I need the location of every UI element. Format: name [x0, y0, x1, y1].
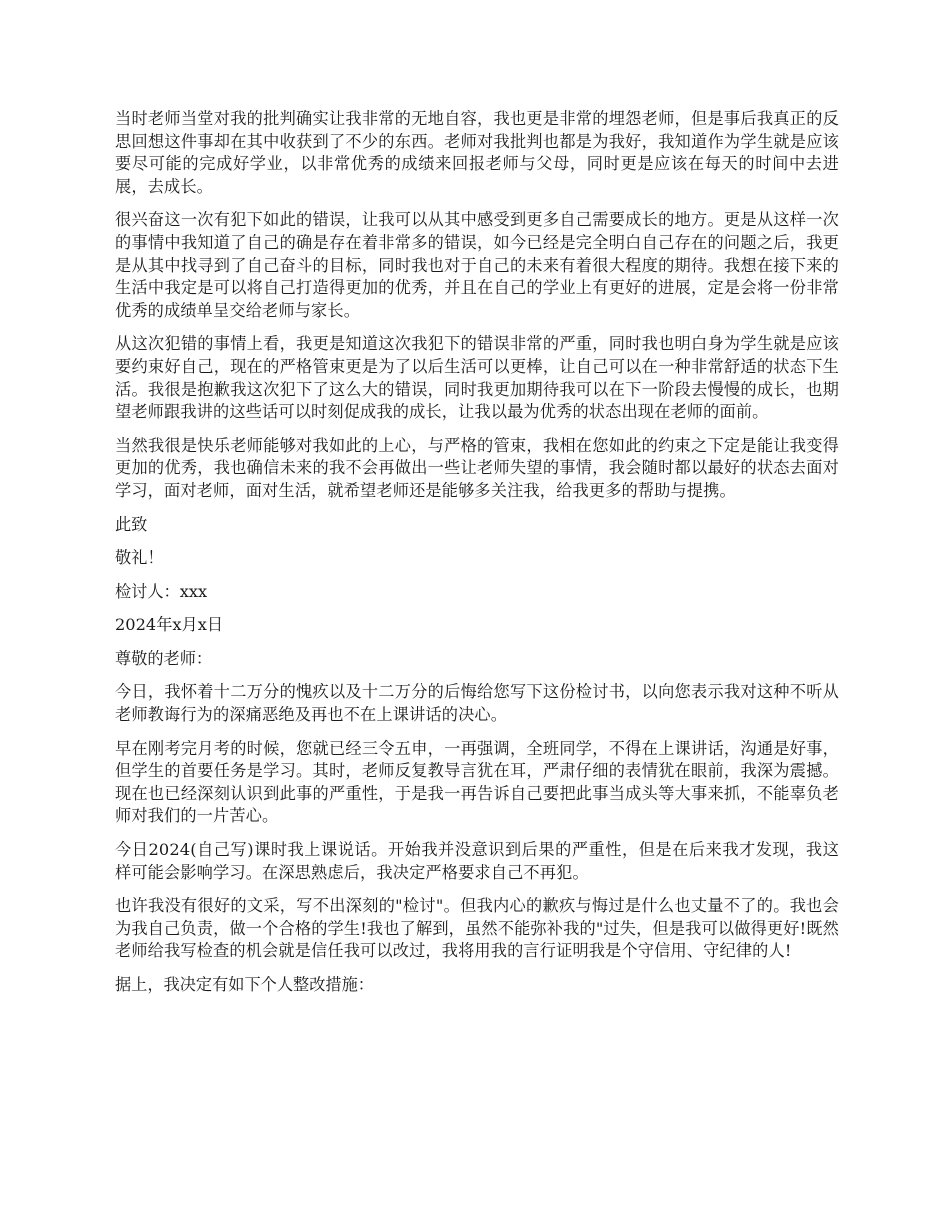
paragraph: 今日2024(自己写)课时我上课说话。开始我并没意识到后果的严重性，但是在后来我才发现，我这样可能会影响学习。在深思熟虑后，我决定严格要求自己不再犯。: [115, 840, 839, 882]
paragraph: 据上，我决定有如下个人整改措施：: [115, 975, 374, 994]
greeting-line: 尊敬的老师：: [115, 648, 213, 668]
paragraph: 也许我没有很好的文采，写不出深刻的"检讨"。但我内心的歉疚与悔过是什么也丈量不了的。我也会为我自己负责，做一个合格的学生!我也了解到，虽然不能弥补我的"过失，但是我可以做得更好!既然老师给我写检查的机会就是信任我可以改过，我将用我的言行证明我是个守信用、守纪律的人!: [115, 896, 839, 961]
paragraph: 从这次犯错的事情上看，我更是知道这次我犯下的错误非常的严重，同时我也明白身为学生就是应该要约束好自己，现在的严格管束更是为了以后生活可以更棒，让自己可以在一种非常舒适的状态下生活。我很是抱歉我这次犯下了这么大的错误，同时我更加期待我可以在下一阶段去慢慢的成长，也期望老师跟我讲的这些话可以时刻促成我的成长，让我以最为优秀的状态出现在老师的面前。: [115, 334, 839, 422]
paragraph: 早在刚考完月考的时候，您就已经三令五申，一再强调，全班同学，不得在上课讲话，沟通是好事，但学生的首要任务是学习。其时，老师反复教导言犹在耳，严肃仔细的表情犹在眼前，我深为震撼。现在也已经深刻认识到此事的严重性，于是我一再告诉自己要把此事当成头等大事来抓，不能辜负老师对我们的一片苦心。: [115, 738, 839, 826]
document-body: [115, 108, 839, 1008]
salute-line: 敬礼！: [115, 548, 164, 568]
signer-line: 检讨人：xxx: [115, 581, 208, 601]
paragraph: 今日，我怀着十二万分的愧疚以及十二万分的后悔给您写下这份检讨书，以向您表示我对这种不听从老师教诲行为的深痛恶绝及再也不在上课讲话的决心。: [115, 682, 839, 725]
paragraph: 很兴奋这一次有犯下如此的错误，让我可以从其中感受到更多自己需要成长的地方。更是从这样一次的事情中我知道了自己的确是存在着非常多的错误，如今已经是完全明白自己存在的问题之后，我更是从其中找寻到了自己奋斗的目标，同时我也对于自己的未来有着很大程度的期待。我想在接下来的生活中我定是可以将自己打造得更加的优秀，并且在自己的学业上有更好的进展，定是会将一份非常优秀的成绩单呈交给老师与家长。: [115, 210, 839, 320]
paragraph: 当然我很是快乐老师能够对我如此的上心，与严格的管束，我相在您如此的约束之下定是能让我变得更加的优秀，我也确信未来的我不会再做出一些让老师失望的事情，我会随时都以最好的状态去面对学习，面对老师，面对生活，就希望老师还是能够多关注我，给我更多的帮助与提携。: [115, 435, 839, 500]
paragraph: 当时老师当堂对我的批判确实让我非常的无地自容，我也更是非常的埋怨老师，但是事后我真正的反思回想这件事却在其中收获到了不少的东西。老师对我批判也都是为我好，我知道作为学生就是应该要尽可能的完成好学业，以非常优秀的成绩来回报老师与父母，同时更是应该在每天的时间中去进展，去成长。: [115, 109, 839, 196]
closing-line: 此致: [115, 514, 148, 534]
date-line: 2024年x月x日: [115, 615, 224, 635]
